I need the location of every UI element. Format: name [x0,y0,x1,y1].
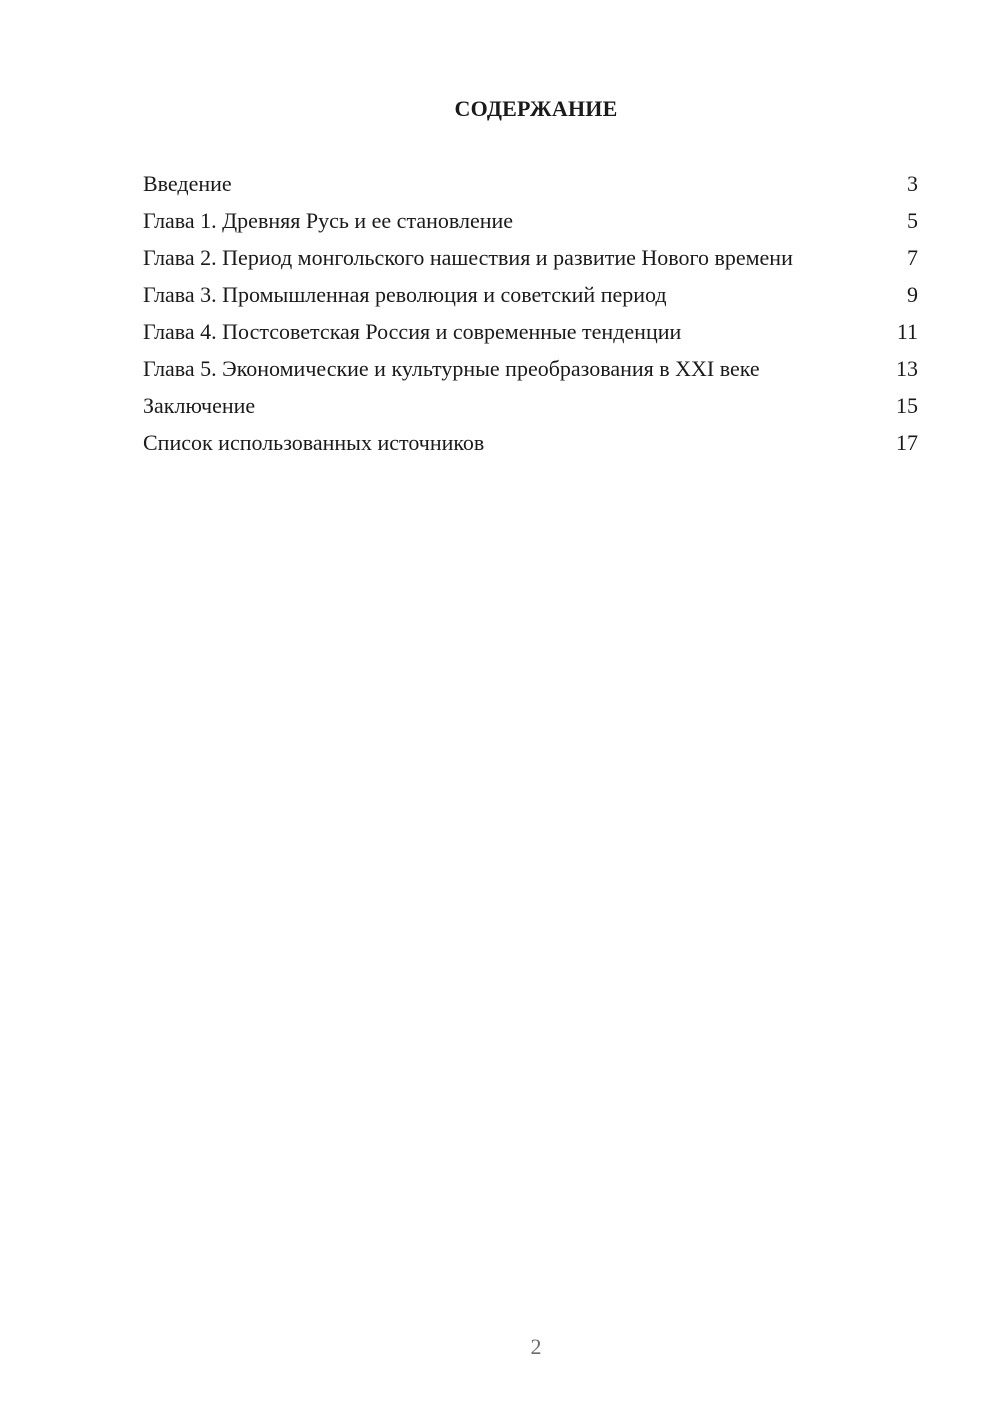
toc-entry-page: 11 [896,319,918,344]
toc-entry-title: Глава 5. Экономические и культурные преобразования в XXI веке [143,356,760,381]
toc-entry-title: Глава 2. Период монгольского нашествия и развитие Нового времени [143,245,793,270]
toc-entry-page: 5 [907,208,918,233]
toc-entry-chapter-2 [143,244,918,271]
toc-entry-page: 3 [907,171,918,196]
toc-entry-chapter-5 [143,355,918,382]
toc-entry-page: 17 [896,430,918,455]
toc-entry-chapter-1 [143,207,918,234]
toc-entry-page: 13 [896,356,918,381]
toc-entry-conclusion [143,392,918,419]
toc-entry-introduction [143,170,918,197]
toc-entry-page: 9 [907,282,918,307]
toc-entry-title: Введение [143,171,232,196]
toc-entry-title: Заключение [143,393,256,418]
toc-entry-chapter-4 [143,318,918,345]
table-of-contents [143,170,918,466]
page-title: СОДЕРЖАНИЕ [454,96,618,121]
toc-entry-title: Список использованных источников [143,430,485,455]
toc-entry-references [143,429,918,456]
toc-entry-chapter-3 [143,281,918,308]
toc-entry-page: 15 [896,393,918,418]
toc-entry-title: Глава 1. Древняя Русь и ее становление [143,208,514,233]
toc-entry-title: Глава 4. Постсоветская Россия и современные тенденции [143,319,682,344]
toc-entry-title: Глава 3. Промышленная революция и советский период [143,282,667,307]
page-number: 2 [530,1334,542,1359]
toc-entry-page: 7 [907,245,918,270]
